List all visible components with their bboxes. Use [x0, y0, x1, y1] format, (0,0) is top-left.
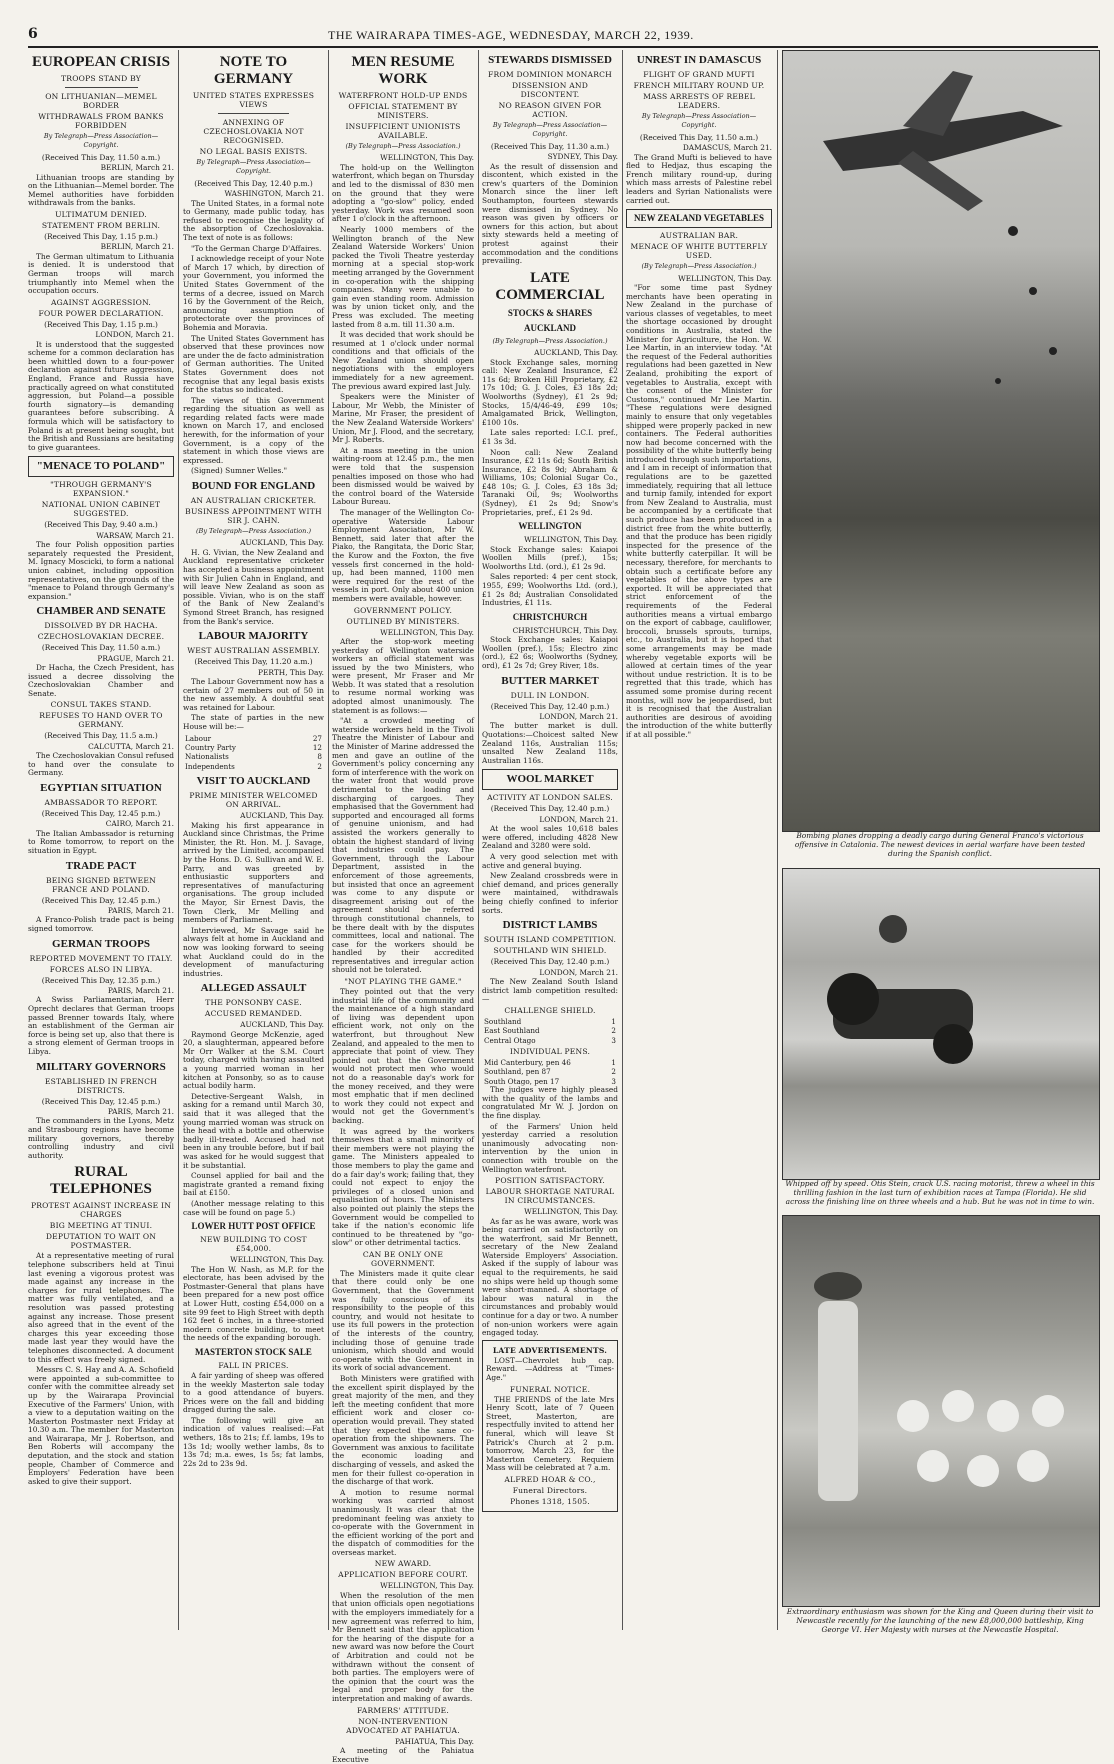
funeral-directors-title: Funeral Directors.	[512, 1485, 588, 1495]
subhead: FORCES ALSO IN LIBYA.	[49, 964, 153, 974]
article-paragraph: The Hon W. Nash, as M.P. for the electorate, has been advised by the Postmaster-General that plans have been prepared for a new post office at Lower Hutt, costing £54,000 on a site 99 feet to High Street with depth 162 feet 6 inches, in a three-storied modern concrete building, to meet the needs of the expanding borough.	[183, 1264, 324, 1343]
table-row	[482, 1036, 618, 1045]
headline-bound-for-england: BOUND FOR ENGLAND	[191, 480, 316, 493]
photo-caption: Extraordinary enthusiasm was shown for the King and Queen during their visit to Newcastle recently for the launching of the new £8,000,000 battleship, King George VI. Her Majesty with nurses at the Newcastle Hospital.	[786, 1607, 1094, 1634]
headline-trade-pact: TRADE PACT	[65, 859, 137, 872]
dateline: AUCKLAND, This Day.	[240, 811, 324, 821]
table-cell: Southland, pen 87	[484, 1067, 551, 1077]
phone-numbers: Phones 1318, 1505.	[510, 1496, 590, 1506]
received-time: (Received This Day, 11.30 a.m.)	[490, 141, 610, 151]
subhead: OUTLINED BY MINISTERS.	[346, 616, 460, 626]
byline: By Telegraph—Press Association—Copyright.	[492, 121, 608, 139]
subhead: OFFICIAL STATEMENT BY MINISTERS.	[348, 102, 458, 120]
article-paragraph: The United States Government has observed that these provinces now are under the de facto administration of German authorities. The United States Government does not recognise that any legal basis exists for the status so indicated.	[183, 333, 325, 395]
table-row	[183, 752, 324, 761]
table-row	[183, 743, 324, 752]
subhead: BIG MEETING AT TINUI.	[49, 1221, 153, 1231]
subhead: AGAINST AGGRESSION.	[50, 297, 152, 307]
received-time: (Received This Day, 12.35 p.m.)	[41, 975, 161, 985]
received-time: (Received This Day, 9.40 a.m.)	[44, 520, 158, 530]
racing-car-icon	[783, 869, 1099, 1179]
subhead: GOVERNMENT POLICY.	[353, 605, 453, 615]
received-time: (Received This Day, 12.45 p.m.)	[41, 895, 161, 905]
received-time: (Received This Day, 11.20 a.m.)	[194, 657, 313, 667]
dateline: WELLINGTON, This Day.	[380, 153, 474, 163]
subhead: LABOUR SHORTAGE NATURAL IN CIRCUMSTANCES.	[485, 1187, 615, 1206]
article-paragraph: Raymond George McKenzie, aged 20, a slaughterman, appeared before Mr Orr Walker at the S.M. Court today, charged with having assaulted a young married woman in her kitchen at Ponsonby, so as to cause actual bodily harm.	[183, 1029, 324, 1091]
table-cell: Mid Canterbury, pen 46	[484, 1057, 571, 1067]
subhead: INDIVIDUAL PENS.	[509, 1046, 591, 1056]
parties-table	[183, 734, 324, 772]
headline-men-resume-work: MEN RESUME WORK	[351, 54, 455, 87]
article-paragraph: The Ministers made it quite clear that there could only be one Government, that the Government was fully conscious of its responsibility to the people of this country, and would not hesitate to use its full powers in the protection of the interests of the country, including those of genuine trade unionism, which should and would co-operate with the Government in its work of social advancement.	[332, 1268, 474, 1373]
subhead: FOUR POWER DECLARATION.	[38, 308, 164, 318]
article-paragraph: A very good selection met with active and general buying.	[482, 851, 618, 870]
subhead: NO LEGAL BASIS EXISTS.	[199, 147, 308, 156]
article-paragraph: A fair yarding of sheep was offered in the weekly Masterton sale today to a good attendance of buyers. Prices were on the fall and bidding dragged during the sale.	[183, 1370, 324, 1415]
subhead: REFUSES TO HAND OVER TO GERMANY.	[39, 711, 163, 730]
article-paragraph: Messrs C. S. Hay and A. A. Schofield were appointed a sub-committee to confer with the committee already set up by the Wairarapa Provincial Executive of the Farmers' Union, with a view to a deputation waiting on the Masterton Postmaster next Friday at 10.30 a.m. The member for Masterton and Wairarapa, Mr J. Robertson, and Ben Roberts will accompany the deputation, and the stock and station people, Chamber of Commerce and Employers' Federation have been asked to give their support.	[28, 1365, 174, 1486]
article-paragraph: A Franco-Polish trade pact is being signed tomorrow.	[28, 915, 174, 934]
byline: (By Telegraph—Press Association.)	[492, 336, 608, 345]
article-paragraph: Dr Hacha, the Czech President, has issued a decree dissolving the Czechoslovakian Chamber and Senate.	[28, 663, 174, 698]
subhead: STATEMENT FROM BERLIN.	[41, 221, 161, 230]
subhead: ACCUSED REMANDED.	[204, 1009, 303, 1019]
article-paragraph: A meeting of the Pahiatua Executive	[332, 1746, 474, 1764]
subhead: CHRISTCHURCH	[512, 611, 588, 622]
dateline: PARIS, March 21.	[107, 986, 174, 996]
newspaper-title: THE WAIRARAPA TIMES-AGE, WEDNESDAY, MARCH 22, 1939.	[328, 28, 694, 42]
photo-caption: Bombing planes dropping a deadly cargo during General Franco's victorious offensive in Catalonia. The newest devices in aerial warfare have been tested during the Spanish conflict.	[794, 831, 1086, 858]
dateline: PAHIATUA, This Day.	[395, 1736, 474, 1746]
article-paragraph: The Czechoslovakian Consul refused to hand over the consulate to Germany.	[28, 751, 174, 778]
subhead: BEING SIGNED BETWEEN FRANCE AND POLAND.	[46, 875, 156, 894]
subhead: DISSOLVED BY DR HACHA.	[44, 621, 158, 631]
subhead: WELLINGTON	[518, 521, 582, 532]
dateline: AUCKLAND, This Day.	[534, 348, 618, 358]
subhead: FRENCH MILITARY ROUND UP.	[633, 81, 765, 90]
article-paragraph: It is understood that the suggested scheme for a common declaration has been whittled down to a four-power declaration against future aggression, England, France and Russia have practically agreed on what constituted aggression, but Poland—a possible fourth signatory—is demanding guarantees before subscribing. A formula which will be satisfactory to Poland is at present being sought, but the British and Russians are hesitating to give guarantees.	[28, 339, 174, 452]
article-paragraph: The Grand Mufti is believed to have fled to Hedjaz, thus escaping the French military round-up, during which mass arrests of Palestine rebel leaders and Syrian Nationalists were carried out.	[626, 152, 772, 205]
subhead: "NOT PLAYING THE GAME."	[344, 977, 462, 987]
subhead: CZECHOSLOVAKIAN DECREE.	[37, 632, 165, 642]
subhead: APPLICATION BEFORE COURT.	[338, 1570, 468, 1580]
dateline: WARSAW, March 21.	[96, 530, 174, 540]
subhead: TROOPS STAND BY	[61, 74, 141, 83]
dateline: CAIRO, March 21.	[105, 819, 174, 829]
table-cell: 1	[611, 1057, 616, 1067]
dateline: AUCKLAND, This Day.	[240, 538, 324, 548]
dateline: BERLIN, March 21.	[100, 242, 174, 252]
subhead: ULTIMATUM DENIED.	[55, 210, 147, 219]
subhead: NON-INTERVENTION ADVOCATED AT PAHIATUA.	[346, 1716, 460, 1735]
article-paragraph: The views of this Government regarding the situation as well as regarding related facts were made known on March 17, and enclosed herewith, for the information of your Government, is a copy of the statement in which those views are expressed.	[183, 395, 324, 465]
subhead: INSUFFICIENT UNIONISTS AVAILABLE.	[345, 122, 461, 140]
article-paragraph: Stock Exchange sales: Kaiapoi Woollen Mills (pref.), 15s; Woolworths Ltd. (ord.), £1 2s 9d.	[482, 544, 618, 571]
dateline: CHRISTCHURCH, This Day.	[512, 625, 618, 635]
group-photo-icon	[783, 1216, 1099, 1606]
dateline: PRAGUE, March 21.	[97, 653, 174, 663]
subhead: NEW AWARD.	[374, 1559, 432, 1569]
subhead: "THROUGH GERMANY'S EXPANSION."	[50, 480, 152, 499]
article-paragraph: It was decided that work should be resumed at 1 o'clock under normal conditions and that officials of the New Zealand union should open negotiations with the employers immediately for a new agreement. The previous award expired last July.	[332, 330, 474, 391]
article-paragraph: When the resolution of the men that union officials open negotiations with the employers immediately for a new agreement was referred to him, Mr Bennett said that the application for the hearing of the dispute for a new award was now before the Court of Arbitration and could not be withdrawn without the consent of both parties. The employers were of the opinion that the court was the legal and proper body for the interpretation and making of awards.	[332, 1590, 474, 1703]
subhead: SOUTHLAND WIN SHIELD.	[493, 946, 607, 956]
subhead: CONSUL TAKES STAND.	[50, 700, 152, 710]
challenge-shield-table	[482, 1017, 618, 1045]
late-advertisements-box	[482, 1340, 618, 1512]
byline: By Telegraph—Press Association—Copyright.	[196, 158, 311, 176]
column-divider	[178, 50, 179, 1630]
dateline: LONDON, March 21.	[95, 330, 174, 340]
article-paragraph: Making his first appearance in Auckland since Christmas, the Prime Minister, the Rt. Hon. M. J. Savage, arrived by the Limited, accompanied by the Hons. D. G. Sullivan and W. E. Parry, and was greeted by enthusiastic supporters and representatives of manufacturing organisations. The group included the Mayor, Sir Ernest Davis, the Town Clerk, Mr Melling and members of Parliament.	[183, 820, 324, 925]
subhead: PROTEST AGAINST INCREASE IN CHARGES	[30, 1201, 172, 1220]
column-4	[482, 50, 618, 1630]
column-divider	[478, 50, 479, 1630]
column-divider	[328, 50, 329, 1630]
table-cell: 1	[611, 1016, 616, 1026]
dateline: BERLIN, March 21.	[100, 163, 174, 173]
article-paragraph: H. G. Vivian, the New Zealand and Auckland representative cricketer has accepted a business appointment with Sir Julien Cahn in England, and will leave New Zealand as soon as possible. Vivian, who is on the staff of the Bank of New Zealand's Symond Street Branch, has resigned from the Bank's service.	[183, 547, 324, 626]
received-time: (Received This Day, 11.50 a.m.)	[639, 132, 759, 142]
received-time: (Received This Day, 12.40 p.m.)	[490, 957, 610, 967]
subhead: FROM DOMINION MONARCH	[488, 70, 612, 79]
column-divider	[777, 50, 778, 1630]
article-paragraph: A Swiss Parliamentarian, Herr Oprecht declares that German troops passed Brenner towards Italy, where an establishment of the German air force is being set up, also that there is a strong element of German troops in Libya.	[28, 995, 174, 1057]
subhead: UNITED STATES EXPRESSES VIEWS	[192, 91, 315, 109]
subhead: STOCKS & SHARES	[507, 307, 593, 318]
article-paragraph: Detective-Sergeant Walsh, in asking for a remand until March 30, said that it was alleged that the young married woman was struck on the head with a bottle and otherwise badly ill-treated. Accused had not been in any trouble before, but if bail was asked for he would suggest that it be substantial.	[183, 1091, 324, 1170]
headline-district-lambs: DISTRICT LAMBS	[502, 919, 598, 932]
article-paragraph: of the Farmers' Union held yesterday carried a resolution unanimously advocating non-intervention by the union in connection with trouble on the Wellington waterfront.	[482, 1121, 618, 1174]
headline-stewards-dismissed: STEWARDS DISMISSED	[488, 54, 612, 66]
dateline: WELLINGTON, This Day.	[524, 535, 618, 545]
byline: (By Telegraph—Press Association.)	[196, 527, 311, 536]
article-paragraph: The Italian Ambassador is returning to Rome tomorrow, to report on the situation in Egypt.	[28, 828, 174, 856]
table-cell: Nationalists	[185, 752, 229, 762]
byline: By Telegraph—Press Association—Copyright.	[641, 112, 757, 130]
headline-german-troops: GERMAN TROOPS	[52, 937, 150, 950]
headline-note-to-germany: NOTE TO GERMANY	[213, 54, 294, 87]
dateline: WASHINGTON, March 21.	[224, 189, 324, 199]
article-paragraph: Interviewed, Mr Savage said he always felt at home in Auckland and now was looking forward to seeing what Auckland could do in the development of manufacturing industries.	[183, 925, 324, 978]
dateline: WELLINGTON, This Day.	[380, 1581, 474, 1591]
dateline: WELLINGTON, This Day.	[678, 273, 772, 283]
plane-silhouette-icon	[783, 51, 1099, 831]
subhead: ESTABLISHED IN FRENCH DISTRICTS.	[44, 1076, 158, 1095]
article-paragraph: (Another message relating to this case will be found on page 5.)	[183, 1198, 324, 1217]
subhead: AN AUSTRALIAN CRICKETER.	[190, 496, 317, 506]
byline: (By Telegraph—Press Association.)	[641, 262, 757, 271]
article-paragraph: The following will give an indication of values realised:—Fat wethers, 18s to 21s; f.f. lambs, 19s to 13s 1d; woolly wether lambs, 8s to 13s 7d; m.a. ewes, 1s 5s; fat lambs, 22s 2d to 23s 9d.	[183, 1415, 324, 1468]
subhead: MASS ARRESTS OF REBEL LEADERS.	[643, 92, 755, 110]
subhead: ACTIVITY AT LONDON SALES.	[487, 793, 613, 803]
funeral-notice-heading: FUNERAL NOTICE.	[509, 1384, 591, 1394]
photo-bombing-planes	[782, 50, 1100, 832]
article-paragraph: Stock Exchange sales: Kaiapoi Woollen (pref.), 15s; Electro zinc (ord.), £2 6s; Woolworths (Sydney, ord), £1 2s 7d; Grey River, 18s.	[482, 635, 618, 670]
subhead: MENACE OF WHITE BUTTERFLY USED.	[630, 242, 768, 261]
received-time: (Received This Day, 12.40 p.m.)	[490, 701, 610, 711]
article-paragraph: Nearly 1000 members of the Wellington branch of the New Zealand Waterside Workers' Union packed the Tivoli Theatre yesterday morning at a special stop-work meeting arranged by the Government in co-operation with the shipping companies. Many were unable to gain even standing room. Admission was by union ticket only, and the Press was excluded. The meeting lasted from 8 a.m. till 11.30 a.m.	[332, 224, 474, 329]
article-paragraph: As far as he was aware, work was being carried on satisfactorily on the waterfront, said Mr Bennett, secretary of the New Zealand Waterside Employers' Association. Asked if the supply of labour was equal to the requirements, he said no ships were held up though some were short-manned. A shortage of labour was natural in the circumstances and probably would continue for a day or two. A number of non-union workers were again engaged today.	[482, 1216, 618, 1338]
headline-butter-market: BUTTER MARKET	[501, 674, 599, 687]
subhead: REPORTED MOVEMENT TO ITALY.	[29, 953, 173, 963]
dateline: LONDON, March 21.	[539, 967, 618, 977]
table-cell: 3	[611, 1035, 616, 1045]
article-paragraph: The four Polish opposition parties separately requested the President, M. Ignacy Moscicki, to form a national union cabinet, including opposition representatives, on the grounds of the "menace to Poland through Germany's expansion."	[28, 540, 174, 601]
headline-rural-telephones: RURAL TELEPHONES	[50, 1164, 152, 1198]
table-cell: Labour	[185, 733, 212, 743]
article-paragraph: At the wool sales 10,618 bales were offered, including 4828 New Zealand and 3280 were sold.	[482, 824, 618, 851]
funeral-directors: ALFRED HOAR & CO.,	[504, 1474, 596, 1484]
table-cell: 8	[317, 752, 322, 762]
subhead: FLIGHT OF GRAND MUFTI	[643, 70, 755, 79]
received-time: (Received This Day, 1.15 p.m.)	[44, 232, 158, 241]
subhead: ON LITHUANIAN—MEMEL BORDER	[45, 92, 157, 110]
received-time: (Received This Day, 12.40 p.m.)	[194, 178, 313, 188]
subhead: CHALLENGE SHIELD.	[504, 1005, 596, 1015]
dateline: LONDON, March 21.	[539, 814, 618, 824]
table-cell: Southland	[484, 1016, 522, 1026]
table-cell: Independents	[185, 761, 235, 771]
masthead	[28, 22, 1098, 48]
column-2	[183, 50, 324, 1630]
article-paragraph: The New Zealand South Island district lamb competition resulted:—	[482, 976, 618, 1004]
table-row	[482, 1026, 618, 1035]
advertisement: LOST—Chevrolet hub cap. Reward. —Address at "Times-Age."	[486, 1355, 614, 1382]
subhead: PRIME MINISTER WELCOMED ON ARRIVAL.	[189, 791, 318, 810]
article-paragraph: They pointed out that the very industrial life of the community and the maintenance of a high standard of living was dependent upon efficient work, not only on the waterfront, but throughout New Zealand, and appealed to the men to appreciate that point of view. They pointed out that the Government would not protect men who would not do a reasonable day's work for the money received, and they were most emphatic that if men declined to work they could not expect and would not get the Government's backing.	[332, 987, 474, 1125]
subhead: WATERFRONT HOLD-UP ENDS	[338, 91, 468, 100]
table-row	[482, 1058, 618, 1067]
table-cell: 2	[611, 1067, 616, 1077]
divider	[65, 87, 138, 88]
article-paragraph: At a representative meeting of rural telephone subscribers held at Tinui last evening a vigorous protest was made against any increase in the charges for rural telephones. The matter was fully ventilated, and a resolution was passed protesting against any increase. Those present also agreed that in the event of the charges this year exceeding those made last year they would have the telephones disconnected. A document to this effect was freely signed.	[28, 1251, 174, 1364]
received-time: (Received This Day, 11.50 a.m.)	[41, 643, 161, 653]
dateline: WELLINGTON, This Day.	[230, 1255, 324, 1265]
dateline: CALCUTTA, March 21.	[88, 741, 174, 751]
headline-wool-market: WOOL MARKET	[482, 769, 618, 790]
headline-chamber-and-senate: CHAMBER AND SENATE	[36, 605, 166, 618]
table-row	[482, 1017, 618, 1026]
article-paragraph: As the result of dissension and discontent, which existed in the crew's quarters of the Dominion Monarch since the liner left Southampton, fourteen stewards were dismissed in Sydney. No reason was given by officers or owners for this action, but about sixty stewards held a meeting of protest against their accommodation and the conditions prevailing.	[482, 161, 618, 266]
subhead: AUCKLAND	[523, 322, 576, 333]
table-row	[183, 762, 324, 771]
divider	[218, 113, 289, 114]
headline-european-crisis: EUROPEAN CRISIS	[32, 54, 170, 70]
article-paragraph: The judges were highly pleased with the quality of the lambs and congratulated Mr W. J. Jordon on the fine display.	[482, 1085, 618, 1120]
table-cell: 27	[312, 733, 322, 743]
received-time: (Received This Day, 11.5 a.m.)	[44, 731, 158, 741]
table-cell: Central Otago	[484, 1035, 536, 1045]
dateline: AUCKLAND, This Day.	[240, 1020, 324, 1030]
table-cell: 3	[611, 1076, 616, 1086]
received-time: (Received This Day, 11.50 a.m.)	[41, 152, 161, 162]
article-paragraph: Counsel applied for bail and the magistrate granted a remand fixing bail at £150.	[183, 1171, 324, 1198]
headline-masterton-stock-sale: MASTERTON STOCK SALE	[195, 1346, 312, 1357]
dateline: LONDON, March 21.	[539, 712, 618, 721]
article-paragraph: The hold-up on the Wellington waterfront, which began on Thursday and led to the dismissal of 830 men on the ground that they were adopting a "go-slow" policy, ended yesterday. Work was resumed soon after 1 o'clock in the afternoon.	[332, 162, 474, 224]
subhead: POSITION SATISFACTORY.	[495, 1176, 605, 1186]
subhead: BUSINESS APPOINTMENT WITH SIR J. CAHN.	[185, 507, 322, 526]
headline-unrest-in-damascus: UNREST IN DAMASCUS	[636, 54, 762, 66]
subhead: WITHDRAWALS FROM BANKS FORBIDDEN	[38, 112, 164, 130]
dateline: PARIS, March 21.	[107, 1107, 174, 1117]
table-row	[183, 734, 324, 743]
headline-egyptian-situation: EGYPTIAN SITUATION	[40, 782, 162, 795]
subhead: ANNEXING OF CZECHOSLOVAKIA NOT RECOGNISED.	[203, 118, 304, 145]
table-cell: South Otago, pen 17	[484, 1076, 560, 1086]
dateline: SYDNEY, This Day.	[547, 152, 618, 162]
subhead: NATIONAL UNION CABINET SUGGESTED.	[41, 500, 161, 519]
byline: (By Telegraph—Press Association.)	[345, 142, 461, 150]
dateline: WELLINGTON, This Day.	[380, 627, 474, 637]
byline: By Telegraph—Press Association—Copyright.	[43, 132, 159, 150]
dateline: WELLINGTON, This Day.	[524, 1207, 618, 1217]
column-divider	[622, 50, 623, 1630]
headline-menace-to-poland: "MENACE TO POLAND"	[28, 456, 174, 477]
headline-military-governors: MILITARY GOVERNORS	[36, 1060, 166, 1073]
dateline: PARIS, March 21.	[107, 906, 174, 916]
subhead: FALL IN PRICES.	[218, 1360, 289, 1370]
article-paragraph: The Labour Government now has a certain of 27 members out of 50 in the new assembly. A doubtful seat was retained for Labour.	[183, 677, 324, 712]
page-number: 6	[28, 26, 38, 42]
subhead: NEW BUILDING TO COST £54,000.	[200, 1235, 307, 1254]
subhead: NO REASON GIVEN FOR ACTION.	[498, 101, 602, 119]
article-paragraph: Late sales reported: I.C.I. pref., £1 3s 3d.	[482, 428, 618, 446]
received-time: (Received This Day, 12.45 p.m.)	[41, 809, 161, 819]
article-paragraph: After the stop-work meeting yesterday of Wellington waterside workers an official statement was issued by the two Ministers, who were present, Mr Fraser and Mr Webb. It was stated that a resolution to resume normal working was adopted almost unanimously. The statement is as follows:—	[332, 636, 474, 715]
column-5	[626, 50, 772, 1630]
article-paragraph: Lithuanian troops are standing by on the Lithuanian—Memel border. The Memel authorities have forbidden withdrawals from the banks.	[28, 172, 174, 208]
photo-queen-with-nurses	[782, 1215, 1100, 1607]
article-paragraph: It was agreed by the workers themselves that a small minority of their members were not playing the game. The Ministers appealed to those members to play the game and do a fair day's work; failing that, they could not expect to enjoy the privileges of a closed union and equalisation of hours. The Ministers also pointed out plainly the steps the Government would be compelled to take if the nation's economic life continued to be threatened by "go-slow" or other detrimental tactics.	[332, 1126, 474, 1248]
column-1	[28, 50, 174, 1630]
received-time: (Received This Day, 12.45 p.m.)	[41, 1096, 161, 1106]
article-paragraph: "To the German Charge D'Affaires.	[191, 243, 322, 253]
headline-late-commercial: LATE COMMERCIAL	[495, 269, 605, 303]
subhead: DISSENSION AND DISCONTENT.	[511, 81, 589, 99]
article-paragraph: Both Ministers were gratified with the excellent spirit displayed by the great majority of the men, and they left the meeting confident that more efficient work and closer co-operation would prevail. They stated that they expected the same co-operation from the shipowners. The Government was anxious to facilitate the economic loading and discharging of vessels, and asked the men for their fullest co-operation in the discharge of that work.	[332, 1374, 474, 1487]
individual-pens-table	[482, 1058, 618, 1086]
table-cell: 2	[611, 1026, 616, 1036]
article-paragraph: Noon call: New Zealand Insurance, £2 11s 6d; South British Insurance, £2 8s 9d; Abraham & Williams, 10s; Colonial Sugar Co., £48 10s; G. J. Coles, £3 18s 3d; Taranaki Oil, 9s; Woolworths (Sydney), £1 2s 9d; Snow's Proprietaries, pref., £1 2s 9d.	[482, 447, 618, 517]
article-paragraph: "At a crowded meeting of waterside workers held in the Tivoli Theatre the Minister of Labour and the Minister of Marine addressed the men and gave an outline of the Government's policy concerning any form of interference with the work on the water front that would prove detrimental to the loading and discharging of cargoes. They emphasised that the Government had supported and encouraged all forms of genuine unionism, and had assisted the workers generally to obtain the highest standard of living that industries could pay. The Government, through the Labour Department, assisted in the enforcement of those agreements, but insisted that once an agreement was come to any dispute or disagreement arising out of the agreement should be referred through constitutional channels, to be there dealt with by the disputes committees, local and national. The case for the workers should be handled by their accredited representatives and irregular action should not be tolerated.	[332, 716, 474, 975]
article-paragraph: The United States, in a formal note to Germany, made public today, has refused to recognise the legality of the absorption of Czechoslovakia. The text of note is as follows:	[183, 198, 324, 242]
received-time: (Received This Day, 12.40 p.m.)	[490, 804, 610, 814]
table-cell: 2	[317, 761, 322, 771]
article-paragraph: The German ultimatum to Lithuania is denied. It is understood that German troops will march triumphantly into Memel when the occupation occurs.	[28, 251, 174, 296]
article-paragraph: The manager of the Wellington Co-operative Waterside Labour Employment Association, Mr W. Bennett, said later that after the Piako, the Rangitata, the Doric Star, the Kurow and the Foxton, the five vessels first concerned in the hold-up, had been manned, 1100 men were required for the rest of the vessels in port. Only about 400 union members were available, however.	[332, 507, 474, 603]
photo-racing-car	[782, 868, 1100, 1180]
photo-caption: Whipped off by speed. Otis Stein, crack U.S. racing motorist, threw a wheel in this thrilling fashion in the last turn of exhibition races at Tampa (Florida). He slid across the finishing line on three wheels and a hub. But he was not in time to win.	[785, 1179, 1095, 1206]
table-cell: East Southland	[484, 1026, 540, 1036]
headline-labour-majority: LABOUR MAJORITY	[198, 630, 309, 643]
ads-heading: LATE ADVERTISEMENTS.	[492, 1345, 608, 1355]
headline-alleged-assault: ALLEGED ASSAULT	[200, 982, 307, 995]
subhead: AUSTRALIAN BAR.	[659, 231, 739, 241]
subhead: FARMERS' ATTITUDE.	[357, 1705, 449, 1715]
article-paragraph: I acknowledge receipt of your Note of March 17 which, by direction of your Government, you informed the United States Government of the terms of a decree, issued on March 16 by the Government of the Reich, announcing assumption of protectorate over the provinces of Bohemia and Moravia.	[183, 254, 324, 332]
headline-new-zealand-vegetables: NEW ZEALAND VEGETABLES	[626, 209, 772, 228]
article-paragraph: "For some time past Sydney merchants have been operating in New Zealand in the purchase of various classes of vegetables, to meet the shortage occasioned by drought conditions in Australia, stated the Minister for Agriculture, the Hon. W. Lee Martin, in an interview today. "At the request of the Federal authorities regulations had been gazetted in New Zealand, prohibiting the export of vegetables to Australia, except with the consent of the Minister for Customs," continued Mr Lee Martin. "These regulations were designed mainly to ensure that only vegetables shipped were properly packed in new containers. The Federal authorities now had become concerned with the possibility of the white butterfly being introduced through such importations, and I am in receipt of information that regulations are to be gazetted immediately, requiring that all lettuce and turnip family, intended for export from New Zealand to Australia, must be accompanied by a certificate that such produce has been produced in a district free from the white butterfly, and that the produce has been rigidly inspected for the presence of the white butterfly caterpillar. It will be necessary, therefore, for merchants to obtain such a certificate before any vegetables of the above types are exported. It will be appreciated that strict enforcement of the requirements of the Federal authorities means a virtual embargo on the export of cabbage, cauliflower, broccoli, brussels sprouts, turnips, etc., to Australia, but it is hoped that some arrangements may be made whereby vegetable exports will be allowed at certain times of the year without undue restriction. It is to be regretted that this trade, which has assumed some promise during recent months, will now be jeopardised, but it is recognised that the Australian authorities are desirous of avoiding the introduction of the white butterfly if at all possible."	[626, 283, 772, 739]
article-paragraph: (Signed) Sumner Welles."	[191, 466, 287, 476]
article-paragraph: Stock Exchange sales, morning call: New Zealand Insurance, £2 11s 6d; Broken Hill Proprietary, £2 17s 10d; G. J. Coles, £3 18s 2d; Woolworths (Sydney), £1 2s 9d; Stocks, 15/4/46-49, £99 10s; Amalgamated Brick, Wellington, £100 10s.	[482, 357, 618, 427]
dateline: DAMASCUS, March 21.	[682, 143, 772, 153]
article-paragraph: A motion to resume normal working was carried almost unanimously. It was clear that the predominant feeling was anxiety to co-operate with the Government in the efficient working of the port and the dispatch of commodities for the overseas market.	[332, 1487, 474, 1557]
table-cell: Country Party	[185, 742, 236, 752]
article-paragraph: The butter market is dull. Quotations:—Choicest salted New Zealand 116s, Australian 115s; unsalted New Zealand 118s, Australian 116s.	[482, 721, 618, 765]
subhead: WEST AUSTRALIAN ASSEMBLY.	[187, 646, 320, 656]
subhead: DEPUTATION TO WAIT ON POSTMASTER.	[45, 1232, 157, 1251]
dateline: PERTH, This Day.	[258, 667, 324, 677]
headline-visit-to-auckland: VISIT TO AUCKLAND	[196, 775, 311, 788]
article-paragraph: Speakers were the Minister of Labour, Mr Webb, the Minister of Marine, Mr Fraser, the president of the New Zealand Waterside Workers' Union, Mr J. Flood, and the secretary, Mr J. Roberts.	[332, 392, 474, 445]
table-cell: 12	[312, 742, 322, 752]
subhead: DULL IN LONDON.	[510, 690, 590, 700]
table-row	[482, 1067, 618, 1076]
funeral-notice: THE FRIENDS of the late Mrs Henry Scott, late of 7 Queen Street, Masterton, are respectfully invited to attend her funeral, which will leave St Patrick's Church at 2 p.m. tomorrow, March 23, for the Masterton Cemetery. Requiem Mass will be celebrated at 7 a.m.	[486, 1394, 614, 1473]
column-3	[332, 50, 474, 1764]
article-paragraph: The commanders in the Lyons, Metz and Strasbourg regions have become military governors, thereby controlling industry and civil authority.	[28, 1116, 174, 1160]
subhead: CAN BE ONLY ONE GOVERNMENT.	[362, 1249, 444, 1268]
article-paragraph: New Zealand crossbreds were in chief demand, and prices generally were maintained, withdrawals being chiefly confined to inferior sorts.	[482, 871, 618, 915]
article-paragraph: The state of parties in the new House will be:—	[183, 713, 324, 731]
subhead: AMBASSADOR TO REPORT.	[44, 798, 158, 808]
subhead: THE PONSONBY CASE.	[205, 998, 302, 1008]
subhead: SOUTH ISLAND COMPETITION.	[483, 935, 617, 945]
article-paragraph: At a mass meeting in the union waiting-room at 12.45 p.m., the men were told that the suspension penalties imposed on those who had been dismissed would be waived by the control board of the Waterside Labour Bureau.	[332, 445, 474, 507]
headline-lower-hutt-post-office: LOWER HUTT POST OFFICE	[191, 1221, 316, 1232]
received-time: (Received This Day, 1.15 p.m.)	[44, 319, 158, 329]
article-paragraph: Sales reported: 4 per cent stock, 1955, £99; Woolworths Ltd. (ord.), £1 2s 8d; Australian Consolidated Industries, £1 11s.	[482, 572, 618, 608]
